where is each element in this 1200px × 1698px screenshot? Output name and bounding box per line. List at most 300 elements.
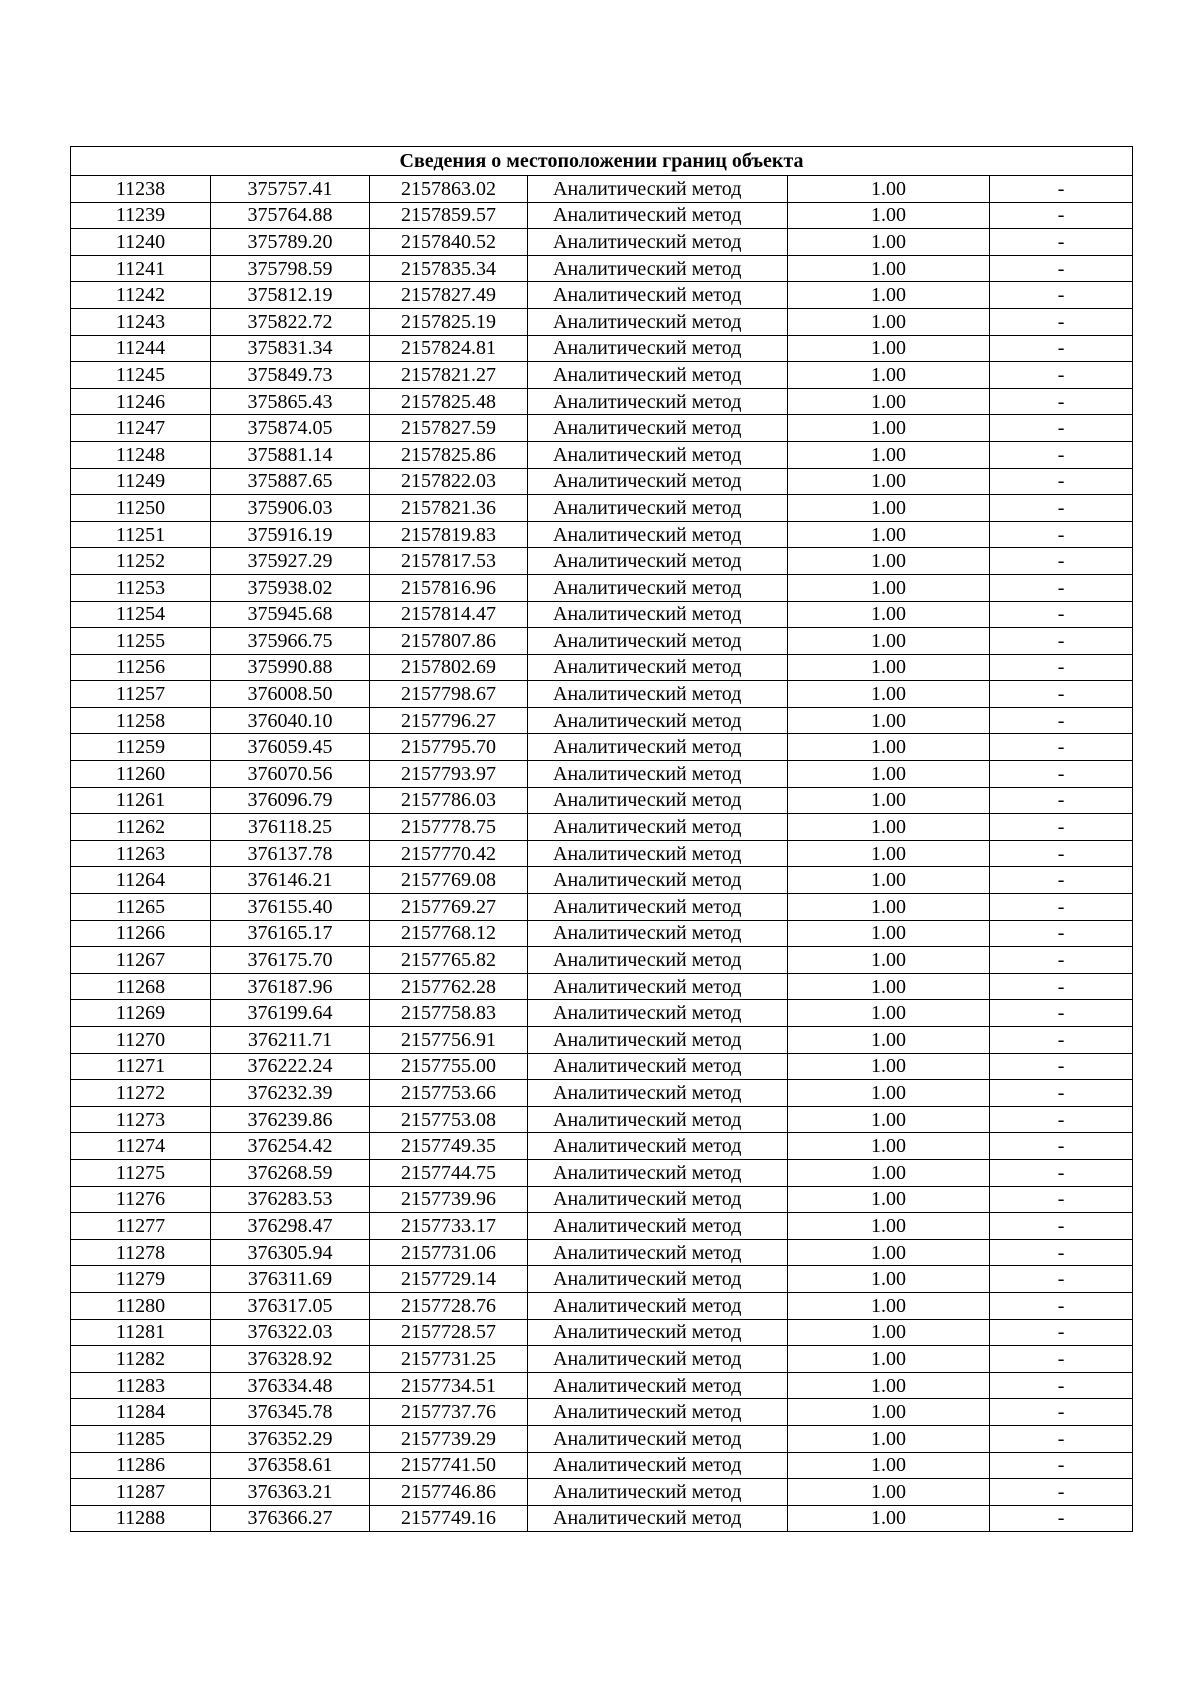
description-cell: - xyxy=(990,362,1133,389)
accuracy-cell: 1.00 xyxy=(788,1399,990,1426)
accuracy-cell: 1.00 xyxy=(788,229,990,256)
accuracy-cell: 1.00 xyxy=(788,761,990,788)
description-cell: - xyxy=(990,1479,1133,1506)
x-coordinate-cell: 375990.88 xyxy=(211,654,370,681)
accuracy-cell: 1.00 xyxy=(788,362,990,389)
accuracy-cell: 1.00 xyxy=(788,787,990,814)
accuracy-cell: 1.00 xyxy=(788,1213,990,1240)
table-row xyxy=(71,255,1133,282)
x-coordinate-cell: 376118.25 xyxy=(211,814,370,841)
method-cell: Аналитический метод xyxy=(528,1425,788,1452)
x-coordinate-cell: 376146.21 xyxy=(211,867,370,894)
table-row xyxy=(71,601,1133,628)
accuracy-cell: 1.00 xyxy=(788,947,990,974)
x-coordinate-cell: 376070.56 xyxy=(211,761,370,788)
method-cell: Аналитический метод xyxy=(528,1399,788,1426)
point-number-cell: 11274 xyxy=(71,1133,211,1160)
y-coordinate-cell: 2157822.03 xyxy=(370,468,528,495)
table-row xyxy=(71,415,1133,442)
point-number-cell: 11277 xyxy=(71,1213,211,1240)
table-row xyxy=(71,202,1133,229)
point-number-cell: 11281 xyxy=(71,1319,211,1346)
table-row xyxy=(71,388,1133,415)
y-coordinate-cell: 2157825.19 xyxy=(370,308,528,335)
point-number-cell: 11278 xyxy=(71,1239,211,1266)
y-coordinate-cell: 2157827.49 xyxy=(370,282,528,309)
description-cell: - xyxy=(990,282,1133,309)
table-row xyxy=(71,654,1133,681)
method-cell: Аналитический метод xyxy=(528,308,788,335)
y-coordinate-cell: 2157793.97 xyxy=(370,761,528,788)
method-cell: Аналитический метод xyxy=(528,814,788,841)
table-row xyxy=(71,947,1133,974)
y-coordinate-cell: 2157755.00 xyxy=(370,1053,528,1080)
y-coordinate-cell: 2157859.57 xyxy=(370,202,528,229)
table-row xyxy=(71,1186,1133,1213)
x-coordinate-cell: 375822.72 xyxy=(211,308,370,335)
method-cell: Аналитический метод xyxy=(528,176,788,203)
point-number-cell: 11285 xyxy=(71,1425,211,1452)
point-number-cell: 11279 xyxy=(71,1266,211,1293)
accuracy-cell: 1.00 xyxy=(788,441,990,468)
accuracy-cell: 1.00 xyxy=(788,1266,990,1293)
y-coordinate-cell: 2157786.03 xyxy=(370,787,528,814)
description-cell: - xyxy=(990,734,1133,761)
x-coordinate-cell: 375865.43 xyxy=(211,388,370,415)
accuracy-cell: 1.00 xyxy=(788,601,990,628)
y-coordinate-cell: 2157731.25 xyxy=(370,1346,528,1373)
accuracy-cell: 1.00 xyxy=(788,574,990,601)
description-cell: - xyxy=(990,1319,1133,1346)
x-coordinate-cell: 376317.05 xyxy=(211,1292,370,1319)
point-number-cell: 11242 xyxy=(71,282,211,309)
table-row xyxy=(71,1346,1133,1373)
accuracy-cell: 1.00 xyxy=(788,1000,990,1027)
point-number-cell: 11284 xyxy=(71,1399,211,1426)
description-cell: - xyxy=(990,1399,1133,1426)
point-number-cell: 11275 xyxy=(71,1159,211,1186)
method-cell: Аналитический метод xyxy=(528,1159,788,1186)
table-row xyxy=(71,1000,1133,1027)
point-number-cell: 11267 xyxy=(71,947,211,974)
x-coordinate-cell: 376328.92 xyxy=(211,1346,370,1373)
accuracy-cell: 1.00 xyxy=(788,1452,990,1479)
accuracy-cell: 1.00 xyxy=(788,1080,990,1107)
accuracy-cell: 1.00 xyxy=(788,548,990,575)
table-row xyxy=(71,894,1133,921)
y-coordinate-cell: 2157821.36 xyxy=(370,495,528,522)
x-coordinate-cell: 376155.40 xyxy=(211,894,370,921)
method-cell: Аналитический метод xyxy=(528,1000,788,1027)
y-coordinate-cell: 2157756.91 xyxy=(370,1027,528,1054)
accuracy-cell: 1.00 xyxy=(788,255,990,282)
method-cell: Аналитический метод xyxy=(528,1133,788,1160)
description-cell: - xyxy=(990,1133,1133,1160)
point-number-cell: 11239 xyxy=(71,202,211,229)
table-row xyxy=(71,1452,1133,1479)
method-cell: Аналитический метод xyxy=(528,521,788,548)
x-coordinate-cell: 375966.75 xyxy=(211,628,370,655)
description-cell: - xyxy=(990,1213,1133,1240)
method-cell: Аналитический метод xyxy=(528,468,788,495)
x-coordinate-cell: 375927.29 xyxy=(211,548,370,575)
point-number-cell: 11243 xyxy=(71,308,211,335)
y-coordinate-cell: 2157807.86 xyxy=(370,628,528,655)
description-cell: - xyxy=(990,574,1133,601)
table-row xyxy=(71,1292,1133,1319)
y-coordinate-cell: 2157731.06 xyxy=(370,1239,528,1266)
method-cell: Аналитический метод xyxy=(528,787,788,814)
accuracy-cell: 1.00 xyxy=(788,628,990,655)
description-cell: - xyxy=(990,1000,1133,1027)
point-number-cell: 11269 xyxy=(71,1000,211,1027)
table-row xyxy=(71,548,1133,575)
point-number-cell: 11280 xyxy=(71,1292,211,1319)
method-cell: Аналитический метод xyxy=(528,1053,788,1080)
table-title-row xyxy=(71,147,1133,176)
y-coordinate-cell: 2157802.69 xyxy=(370,654,528,681)
description-cell: - xyxy=(990,548,1133,575)
table-row xyxy=(71,1027,1133,1054)
point-number-cell: 11245 xyxy=(71,362,211,389)
description-cell: - xyxy=(990,441,1133,468)
method-cell: Аналитический метод xyxy=(528,282,788,309)
accuracy-cell: 1.00 xyxy=(788,521,990,548)
method-cell: Аналитический метод xyxy=(528,202,788,229)
accuracy-cell: 1.00 xyxy=(788,681,990,708)
description-cell: - xyxy=(990,867,1133,894)
table-row xyxy=(71,973,1133,1000)
x-coordinate-cell: 376345.78 xyxy=(211,1399,370,1426)
y-coordinate-cell: 2157729.14 xyxy=(370,1266,528,1293)
x-coordinate-cell: 376096.79 xyxy=(211,787,370,814)
point-number-cell: 11259 xyxy=(71,734,211,761)
table-row xyxy=(71,1080,1133,1107)
x-coordinate-cell: 376366.27 xyxy=(211,1505,370,1532)
method-cell: Аналитический метод xyxy=(528,1479,788,1506)
description-cell: - xyxy=(990,415,1133,442)
description-cell: - xyxy=(990,840,1133,867)
point-number-cell: 11268 xyxy=(71,973,211,1000)
y-coordinate-cell: 2157762.28 xyxy=(370,973,528,1000)
accuracy-cell: 1.00 xyxy=(788,282,990,309)
point-number-cell: 11270 xyxy=(71,1027,211,1054)
table-body xyxy=(71,176,1133,1532)
y-coordinate-cell: 2157819.83 xyxy=(370,521,528,548)
method-cell: Аналитический метод xyxy=(528,1266,788,1293)
y-coordinate-cell: 2157814.47 xyxy=(370,601,528,628)
x-coordinate-cell: 376187.96 xyxy=(211,973,370,1000)
point-number-cell: 11246 xyxy=(71,388,211,415)
y-coordinate-cell: 2157768.12 xyxy=(370,920,528,947)
x-coordinate-cell: 375874.05 xyxy=(211,415,370,442)
description-cell: - xyxy=(990,654,1133,681)
accuracy-cell: 1.00 xyxy=(788,1027,990,1054)
table-row xyxy=(71,628,1133,655)
y-coordinate-cell: 2157798.67 xyxy=(370,681,528,708)
point-number-cell: 11253 xyxy=(71,574,211,601)
point-number-cell: 11238 xyxy=(71,176,211,203)
accuracy-cell: 1.00 xyxy=(788,840,990,867)
method-cell: Аналитический метод xyxy=(528,1027,788,1054)
description-cell: - xyxy=(990,335,1133,362)
description-cell: - xyxy=(990,920,1133,947)
description-cell: - xyxy=(990,1027,1133,1054)
x-coordinate-cell: 376254.42 xyxy=(211,1133,370,1160)
point-number-cell: 11240 xyxy=(71,229,211,256)
method-cell: Аналитический метод xyxy=(528,707,788,734)
description-cell: - xyxy=(990,308,1133,335)
point-number-cell: 11261 xyxy=(71,787,211,814)
description-cell: - xyxy=(990,1053,1133,1080)
point-number-cell: 11272 xyxy=(71,1080,211,1107)
y-coordinate-cell: 2157734.51 xyxy=(370,1372,528,1399)
x-coordinate-cell: 376232.39 xyxy=(211,1080,370,1107)
y-coordinate-cell: 2157728.76 xyxy=(370,1292,528,1319)
y-coordinate-cell: 2157821.27 xyxy=(370,362,528,389)
description-cell: - xyxy=(990,1106,1133,1133)
point-number-cell: 11249 xyxy=(71,468,211,495)
y-coordinate-cell: 2157827.59 xyxy=(370,415,528,442)
y-coordinate-cell: 2157739.96 xyxy=(370,1186,528,1213)
method-cell: Аналитический метод xyxy=(528,761,788,788)
point-number-cell: 11256 xyxy=(71,654,211,681)
method-cell: Аналитический метод xyxy=(528,1292,788,1319)
description-cell: - xyxy=(990,787,1133,814)
accuracy-cell: 1.00 xyxy=(788,814,990,841)
accuracy-cell: 1.00 xyxy=(788,1186,990,1213)
x-coordinate-cell: 376358.61 xyxy=(211,1452,370,1479)
description-cell: - xyxy=(990,1239,1133,1266)
description-cell: - xyxy=(990,495,1133,522)
accuracy-cell: 1.00 xyxy=(788,1106,990,1133)
description-cell: - xyxy=(990,894,1133,921)
x-coordinate-cell: 376008.50 xyxy=(211,681,370,708)
point-number-cell: 11271 xyxy=(71,1053,211,1080)
point-number-cell: 11257 xyxy=(71,681,211,708)
method-cell: Аналитический метод xyxy=(528,255,788,282)
y-coordinate-cell: 2157739.29 xyxy=(370,1425,528,1452)
x-coordinate-cell: 376137.78 xyxy=(211,840,370,867)
x-coordinate-cell: 375812.19 xyxy=(211,282,370,309)
point-number-cell: 11241 xyxy=(71,255,211,282)
x-coordinate-cell: 376298.47 xyxy=(211,1213,370,1240)
table-row xyxy=(71,1053,1133,1080)
x-coordinate-cell: 375906.03 xyxy=(211,495,370,522)
x-coordinate-cell: 376283.53 xyxy=(211,1186,370,1213)
point-number-cell: 11288 xyxy=(71,1505,211,1532)
accuracy-cell: 1.00 xyxy=(788,308,990,335)
y-coordinate-cell: 2157769.08 xyxy=(370,867,528,894)
point-number-cell: 11264 xyxy=(71,867,211,894)
method-cell: Аналитический метод xyxy=(528,894,788,921)
y-coordinate-cell: 2157778.75 xyxy=(370,814,528,841)
table-row xyxy=(71,734,1133,761)
description-cell: - xyxy=(990,1505,1133,1532)
accuracy-cell: 1.00 xyxy=(788,176,990,203)
point-number-cell: 11254 xyxy=(71,601,211,628)
description-cell: - xyxy=(990,947,1133,974)
x-coordinate-cell: 376322.03 xyxy=(211,1319,370,1346)
table-row xyxy=(71,840,1133,867)
accuracy-cell: 1.00 xyxy=(788,734,990,761)
point-number-cell: 11244 xyxy=(71,335,211,362)
table-row xyxy=(71,441,1133,468)
table-row xyxy=(71,1106,1133,1133)
description-cell: - xyxy=(990,468,1133,495)
accuracy-cell: 1.00 xyxy=(788,867,990,894)
table-row xyxy=(71,1239,1133,1266)
description-cell: - xyxy=(990,388,1133,415)
y-coordinate-cell: 2157840.52 xyxy=(370,229,528,256)
method-cell: Аналитический метод xyxy=(528,548,788,575)
table-row xyxy=(71,574,1133,601)
table-row xyxy=(71,335,1133,362)
description-cell: - xyxy=(990,1266,1133,1293)
description-cell: - xyxy=(990,973,1133,1000)
accuracy-cell: 1.00 xyxy=(788,973,990,1000)
boundary-table xyxy=(70,146,1133,1532)
accuracy-cell: 1.00 xyxy=(788,920,990,947)
y-coordinate-cell: 2157753.66 xyxy=(370,1080,528,1107)
point-number-cell: 11287 xyxy=(71,1479,211,1506)
point-number-cell: 11247 xyxy=(71,415,211,442)
table-row xyxy=(71,1479,1133,1506)
description-cell: - xyxy=(990,628,1133,655)
x-coordinate-cell: 375789.20 xyxy=(211,229,370,256)
method-cell: Аналитический метод xyxy=(528,1505,788,1532)
y-coordinate-cell: 2157835.34 xyxy=(370,255,528,282)
y-coordinate-cell: 2157817.53 xyxy=(370,548,528,575)
table-row xyxy=(71,362,1133,389)
table-row xyxy=(71,761,1133,788)
accuracy-cell: 1.00 xyxy=(788,468,990,495)
x-coordinate-cell: 375945.68 xyxy=(211,601,370,628)
x-coordinate-cell: 375757.41 xyxy=(211,176,370,203)
point-number-cell: 11248 xyxy=(71,441,211,468)
point-number-cell: 11265 xyxy=(71,894,211,921)
x-coordinate-cell: 375881.14 xyxy=(211,441,370,468)
x-coordinate-cell: 376311.69 xyxy=(211,1266,370,1293)
point-number-cell: 11282 xyxy=(71,1346,211,1373)
description-cell: - xyxy=(990,601,1133,628)
point-number-cell: 11258 xyxy=(71,707,211,734)
description-cell: - xyxy=(990,761,1133,788)
x-coordinate-cell: 376268.59 xyxy=(211,1159,370,1186)
table-row xyxy=(71,1319,1133,1346)
description-cell: - xyxy=(990,1292,1133,1319)
accuracy-cell: 1.00 xyxy=(788,202,990,229)
x-coordinate-cell: 376165.17 xyxy=(211,920,370,947)
accuracy-cell: 1.00 xyxy=(788,1239,990,1266)
y-coordinate-cell: 2157758.83 xyxy=(370,1000,528,1027)
table-row xyxy=(71,920,1133,947)
description-cell: - xyxy=(990,1346,1133,1373)
y-coordinate-cell: 2157741.50 xyxy=(370,1452,528,1479)
y-coordinate-cell: 2157749.35 xyxy=(370,1133,528,1160)
y-coordinate-cell: 2157770.42 xyxy=(370,840,528,867)
table-row xyxy=(71,308,1133,335)
table-row xyxy=(71,1213,1133,1240)
table-row xyxy=(71,282,1133,309)
x-coordinate-cell: 375764.88 xyxy=(211,202,370,229)
description-cell: - xyxy=(990,707,1133,734)
table-title: Сведения о местоположении границ объекта xyxy=(71,147,1133,176)
point-number-cell: 11251 xyxy=(71,521,211,548)
x-coordinate-cell: 376040.10 xyxy=(211,707,370,734)
point-number-cell: 11263 xyxy=(71,840,211,867)
x-coordinate-cell: 376239.86 xyxy=(211,1106,370,1133)
method-cell: Аналитический метод xyxy=(528,1346,788,1373)
table-row xyxy=(71,707,1133,734)
method-cell: Аналитический метод xyxy=(528,441,788,468)
method-cell: Аналитический метод xyxy=(528,601,788,628)
method-cell: Аналитический метод xyxy=(528,840,788,867)
accuracy-cell: 1.00 xyxy=(788,388,990,415)
table-row xyxy=(71,1372,1133,1399)
table-row xyxy=(71,495,1133,522)
y-coordinate-cell: 2157825.48 xyxy=(370,388,528,415)
y-coordinate-cell: 2157753.08 xyxy=(370,1106,528,1133)
accuracy-cell: 1.00 xyxy=(788,335,990,362)
description-cell: - xyxy=(990,229,1133,256)
accuracy-cell: 1.00 xyxy=(788,1479,990,1506)
accuracy-cell: 1.00 xyxy=(788,654,990,681)
y-coordinate-cell: 2157796.27 xyxy=(370,707,528,734)
x-coordinate-cell: 375887.65 xyxy=(211,468,370,495)
accuracy-cell: 1.00 xyxy=(788,1346,990,1373)
y-coordinate-cell: 2157746.86 xyxy=(370,1479,528,1506)
table-row xyxy=(71,229,1133,256)
description-cell: - xyxy=(990,521,1133,548)
x-coordinate-cell: 376363.21 xyxy=(211,1479,370,1506)
table-row xyxy=(71,1399,1133,1426)
method-cell: Аналитический метод xyxy=(528,628,788,655)
y-coordinate-cell: 2157824.81 xyxy=(370,335,528,362)
point-number-cell: 11260 xyxy=(71,761,211,788)
table-row xyxy=(71,1505,1133,1532)
x-coordinate-cell: 375938.02 xyxy=(211,574,370,601)
table-row xyxy=(71,1133,1133,1160)
y-coordinate-cell: 2157816.96 xyxy=(370,574,528,601)
table-row xyxy=(71,681,1133,708)
y-coordinate-cell: 2157749.16 xyxy=(370,1505,528,1532)
description-cell: - xyxy=(990,814,1133,841)
point-number-cell: 11250 xyxy=(71,495,211,522)
method-cell: Аналитический метод xyxy=(528,495,788,522)
method-cell: Аналитический метод xyxy=(528,362,788,389)
description-cell: - xyxy=(990,1425,1133,1452)
x-coordinate-cell: 375798.59 xyxy=(211,255,370,282)
method-cell: Аналитический метод xyxy=(528,654,788,681)
table-row xyxy=(71,176,1133,203)
method-cell: Аналитический метод xyxy=(528,947,788,974)
y-coordinate-cell: 2157744.75 xyxy=(370,1159,528,1186)
accuracy-cell: 1.00 xyxy=(788,1372,990,1399)
method-cell: Аналитический метод xyxy=(528,973,788,1000)
y-coordinate-cell: 2157769.27 xyxy=(370,894,528,921)
point-number-cell: 11286 xyxy=(71,1452,211,1479)
y-coordinate-cell: 2157765.82 xyxy=(370,947,528,974)
accuracy-cell: 1.00 xyxy=(788,894,990,921)
description-cell: - xyxy=(990,1159,1133,1186)
point-number-cell: 11255 xyxy=(71,628,211,655)
method-cell: Аналитический метод xyxy=(528,335,788,362)
description-cell: - xyxy=(990,681,1133,708)
method-cell: Аналитический метод xyxy=(528,1452,788,1479)
y-coordinate-cell: 2157863.02 xyxy=(370,176,528,203)
method-cell: Аналитический метод xyxy=(528,1106,788,1133)
